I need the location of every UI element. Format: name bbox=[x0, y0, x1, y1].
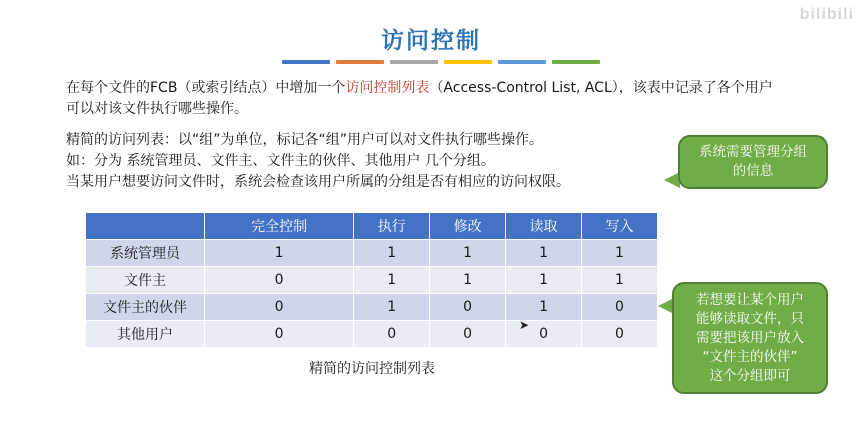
title-bar-segment bbox=[282, 60, 330, 64]
table-cell: 0 bbox=[582, 321, 658, 348]
table-row bbox=[86, 321, 658, 348]
table-cell: 0 bbox=[506, 321, 582, 348]
row-label: 系统管理员 bbox=[86, 240, 205, 267]
table-cell: 1 bbox=[582, 240, 658, 267]
access-control-table bbox=[86, 213, 658, 347]
row-label: 文件主的伙伴 bbox=[86, 294, 205, 321]
title-bar-segment bbox=[498, 60, 546, 64]
partner-line-4: “文件主的伙伴” bbox=[702, 348, 798, 365]
simplified-line-1: 精简的访问列表：以“组”为单位，标记各“组”用户可以对文件执行哪些操作。 bbox=[66, 132, 544, 148]
partner-line-1: 若想要让某个用户 bbox=[696, 291, 804, 308]
slide-title: 访问控制 bbox=[381, 28, 481, 54]
table-cell: 0 bbox=[205, 294, 354, 321]
table-cell: 1 bbox=[354, 294, 430, 321]
group-info-callout bbox=[678, 135, 828, 189]
simplified-line-2: 如：分为 系统管理员、文件主、文件主的伙伴、其他用户 几个分组。 bbox=[66, 153, 495, 169]
table-caption: 精简的访问控制列表 bbox=[309, 361, 435, 377]
title-color-bar bbox=[282, 60, 600, 64]
partner-group-text bbox=[696, 291, 804, 386]
table-cell: 1 bbox=[506, 294, 582, 321]
table-header-cell: 写入 bbox=[582, 213, 658, 240]
table-cell: 0 bbox=[205, 267, 354, 294]
acl-highlight: 访问控制列表 bbox=[345, 80, 430, 96]
partner-line-2: 能够读取文件，只 bbox=[696, 310, 804, 327]
table-cell: 1 bbox=[506, 267, 582, 294]
row-label: 文件主 bbox=[86, 267, 205, 294]
bilibili-watermark: bilibili bbox=[799, 6, 854, 23]
arrow-cursor-icon: ➤ bbox=[519, 318, 530, 332]
table-header-cell: 完全控制 bbox=[205, 213, 354, 240]
table-row bbox=[86, 294, 658, 321]
table-row bbox=[86, 267, 658, 294]
table-cell: 1 bbox=[430, 267, 506, 294]
intro-paragraph bbox=[66, 78, 786, 120]
table-cell: 1 bbox=[506, 240, 582, 267]
table-cell: 1 bbox=[354, 240, 430, 267]
table-cell: 1 bbox=[354, 267, 430, 294]
table-cell: 1 bbox=[582, 267, 658, 294]
table-header-row bbox=[86, 213, 658, 240]
table-cell: 0 bbox=[354, 321, 430, 348]
intro-text-before: 在每个文件的FCB（或索引结点）中增加一个 bbox=[66, 80, 346, 96]
title-bar-segment bbox=[444, 60, 492, 64]
table-header-cell: 读取 bbox=[506, 213, 582, 240]
row-label: 其他用户 bbox=[86, 321, 205, 348]
group-info-text: 系统需要管理分组的信息 bbox=[699, 144, 807, 179]
partner-group-callout bbox=[672, 282, 828, 394]
table-cell: 1 bbox=[430, 240, 506, 267]
title-bar-segment bbox=[552, 60, 600, 64]
table-cell: 0 bbox=[430, 294, 506, 321]
table-cell: 0 bbox=[205, 321, 354, 348]
partner-line-5: 这个分组即可 bbox=[709, 367, 791, 384]
title-bar-segment bbox=[336, 60, 384, 64]
table-header-cell: 执行 bbox=[354, 213, 430, 240]
table-cell: 0 bbox=[430, 321, 506, 348]
table-header-cell bbox=[86, 213, 205, 240]
intro-text-after: （Access-Control List, ACL），该表中记录了各个用户可以对该文件执行哪些操作。 bbox=[66, 80, 773, 117]
table-cell: 0 bbox=[582, 294, 658, 321]
simplified-line-3: 当某用户想要访问文件时，系统会检查该用户所属的分组是否有相应的访问权限。 bbox=[66, 174, 570, 190]
title-bar-segment bbox=[390, 60, 438, 64]
simplified-list-paragraph bbox=[66, 130, 686, 193]
table-row bbox=[86, 240, 658, 267]
table-header-cell: 修改 bbox=[430, 213, 506, 240]
partner-line-3: 需要把该用户放入 bbox=[696, 329, 804, 346]
table-cell: 1 bbox=[205, 240, 354, 267]
